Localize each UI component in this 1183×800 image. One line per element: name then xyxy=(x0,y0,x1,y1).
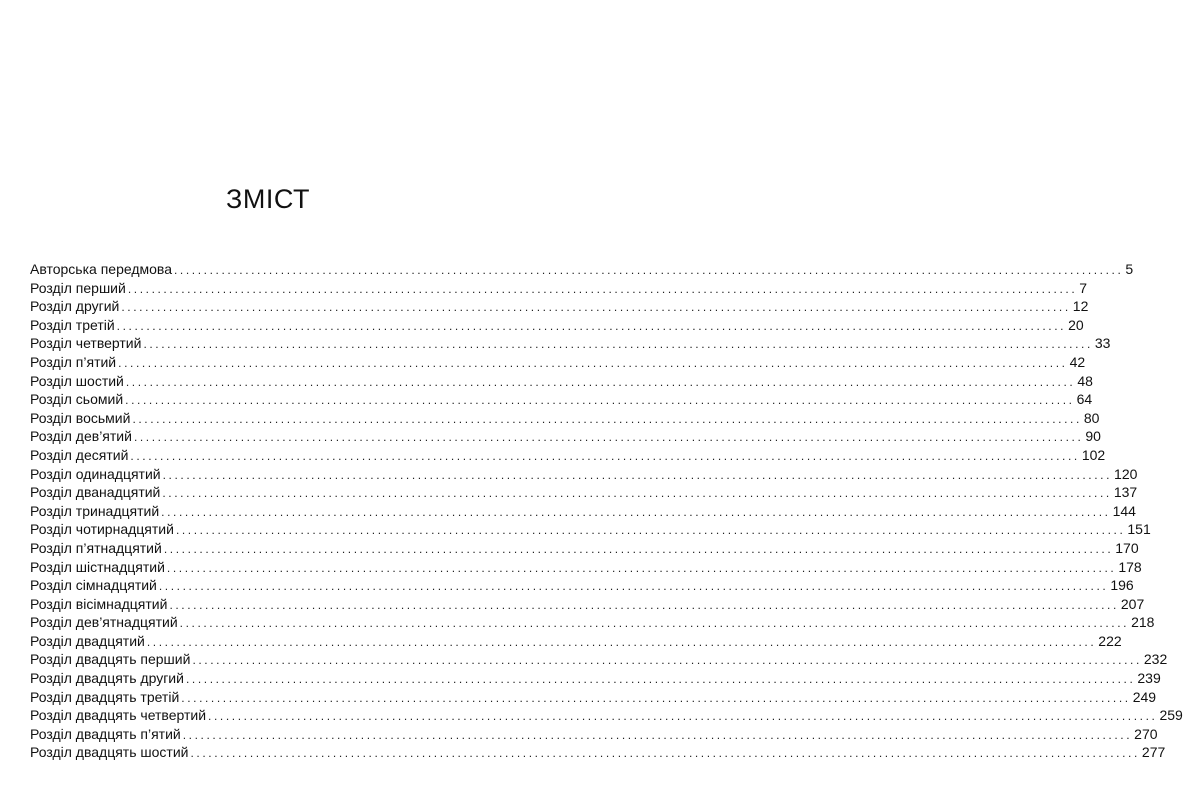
toc-entry-page-number: 80 xyxy=(1083,409,1100,426)
toc-entry-label: Розділ п’ятий xyxy=(30,353,117,370)
toc-entry-page-number: 259 xyxy=(1159,707,1183,724)
toc-entry xyxy=(30,260,1134,279)
toc-entry-page-number: 270 xyxy=(1134,725,1158,742)
table-of-contents xyxy=(30,260,1183,762)
toc-entry xyxy=(30,595,1145,614)
dot-leader: ................................................................................................................................................................ xyxy=(130,448,1080,463)
dot-leader: ................................................................................................................................................................ xyxy=(127,281,1078,296)
toc-entry-page-number: 239 xyxy=(1137,670,1161,687)
toc-entry xyxy=(30,372,1093,391)
toc-entry-label: Розділ восьмий xyxy=(30,409,131,426)
toc-entry-page-number: 42 xyxy=(1069,353,1086,370)
toc-entry xyxy=(30,539,1139,558)
dot-leader: ................................................................................................................................................................ xyxy=(133,430,1084,445)
dot-leader: ................................................................................................................................................................ xyxy=(173,263,1124,277)
toc-entry-label: Розділ шістнадцятий xyxy=(30,558,165,575)
toc-entry xyxy=(30,576,1134,595)
toc-entry xyxy=(30,409,1100,428)
toc-entry-label: Розділ третій xyxy=(30,316,115,333)
dot-leader: ................................................................................................................................................................ xyxy=(132,411,1082,426)
toc-entry-label: Розділ двадцять шостий xyxy=(30,744,189,761)
toc-entry xyxy=(30,706,1183,725)
toc-entry-page-number: 137 xyxy=(1113,484,1138,501)
toc-entry-page-number: 277 xyxy=(1141,744,1166,761)
dot-leader: ................................................................................................................................................................ xyxy=(169,597,1119,612)
dot-leader: ................................................................................................................................................................ xyxy=(143,337,1093,352)
toc-entry-label: Розділ двадцять п’ятий xyxy=(30,725,181,742)
toc-entry-page-number: 20 xyxy=(1068,316,1084,333)
dot-leader: ................................................................................................................................................................ xyxy=(181,690,1131,705)
toc-entry-label: Розділ сьомий xyxy=(30,391,124,408)
toc-entry-page-number: 151 xyxy=(1127,521,1151,538)
toc-entry xyxy=(30,353,1086,372)
dot-leader: ................................................................................................................................................................ xyxy=(192,653,1142,668)
dot-leader: ................................................................................................................................................................ xyxy=(208,709,1158,724)
toc-entry-page-number: 90 xyxy=(1085,428,1101,445)
toc-entry-label: Розділ двадцятий xyxy=(30,632,145,649)
toc-entry xyxy=(30,297,1089,316)
dot-leader: ................................................................................................................................................................ xyxy=(121,300,1071,315)
dot-leader: ................................................................................................................................................................ xyxy=(190,746,1140,761)
toc-entry-page-number: 48 xyxy=(1077,372,1093,389)
toc-entry-page-number: 222 xyxy=(1098,632,1122,649)
dot-leader: ................................................................................................................................................................ xyxy=(146,634,1097,649)
toc-entry-label: Розділ шостий xyxy=(30,372,124,389)
dot-leader: ................................................................................................................................................................ xyxy=(116,318,1067,333)
page-title: ЗМІСТ xyxy=(226,184,310,214)
dot-leader: ................................................................................................................................................................ xyxy=(175,523,1126,538)
dot-leader: ................................................................................................................................................................ xyxy=(182,727,1133,742)
toc-entry-label: Розділ двадцять другий xyxy=(30,670,184,687)
toc-entry-label: Розділ десятий xyxy=(30,446,129,463)
toc-entry-label: Розділ двадцять перший xyxy=(30,651,191,668)
toc-entry xyxy=(30,613,1155,632)
toc-entry-label: Розділ двадцять четвертий xyxy=(30,707,207,724)
toc-entry-label: Розділ сімнадцятий xyxy=(30,577,157,594)
toc-entry-label: Розділ перший xyxy=(30,279,126,296)
toc-entry-page-number: 7 xyxy=(1079,279,1088,296)
toc-entry-page-number: 207 xyxy=(1120,595,1145,612)
toc-entry-label: Розділ другий xyxy=(30,298,120,315)
toc-entry xyxy=(30,427,1101,446)
toc-entry-label: Розділ чотирнадцятий xyxy=(30,521,174,538)
toc-entry-page-number: 144 xyxy=(1112,502,1136,519)
dot-leader: ................................................................................................................................................................ xyxy=(185,672,1136,687)
dot-leader: ................................................................................................................................................................ xyxy=(162,486,1112,501)
toc-entry-label: Розділ одинадцятий xyxy=(30,465,161,482)
toc-entry-page-number: 12 xyxy=(1072,298,1089,315)
toc-entry-page-number: 170 xyxy=(1115,539,1139,556)
toc-entry-page-number: 120 xyxy=(1114,465,1138,482)
toc-entry xyxy=(30,446,1106,465)
toc-entry-label: Розділ вісімнадцятий xyxy=(30,595,168,612)
toc-entry xyxy=(30,465,1138,484)
dot-leader: ................................................................................................................................................................ xyxy=(125,393,1075,408)
toc-entry-label: Розділ дев’ятнадцятий xyxy=(30,614,178,631)
toc-entry-label: Розділ тринадцятий xyxy=(30,502,160,519)
dot-leader: ................................................................................................................................................................ xyxy=(118,355,1068,370)
toc-entry-page-number: 64 xyxy=(1076,391,1093,408)
toc-entry xyxy=(30,502,1136,521)
toc-entry-label: Авторська передмова xyxy=(30,261,172,277)
toc-entry xyxy=(30,725,1158,744)
toc-entry xyxy=(30,279,1088,298)
toc-entry-page-number: 232 xyxy=(1143,651,1168,668)
dot-leader: ................................................................................................................................................................ xyxy=(125,374,1076,389)
toc-entry-label: Розділ дев’ятий xyxy=(30,428,132,445)
toc-entry-page-number: 33 xyxy=(1094,335,1111,352)
toc-entry-label: Розділ четвертий xyxy=(30,335,142,352)
toc-entry xyxy=(30,483,1138,502)
dot-leader: ................................................................................................................................................................ xyxy=(163,541,1114,556)
toc-entry xyxy=(30,650,1168,669)
toc-entry-page-number: 5 xyxy=(1125,261,1134,277)
toc-entry xyxy=(30,558,1142,577)
toc-entry xyxy=(30,688,1157,707)
toc-entry-page-number: 102 xyxy=(1081,446,1106,463)
toc-entry xyxy=(30,390,1093,409)
toc-entry-page-number: 178 xyxy=(1118,558,1142,575)
toc-entry-label: Розділ двадцять третій xyxy=(30,688,180,705)
dot-leader: ................................................................................................................................................................ xyxy=(179,616,1130,631)
toc-entry xyxy=(30,334,1111,353)
toc-entry xyxy=(30,520,1151,539)
toc-entry-page-number: 218 xyxy=(1131,614,1155,631)
toc-entry-page-number: 249 xyxy=(1132,688,1157,705)
toc-entry-label: Розділ дванадцятий xyxy=(30,484,161,501)
dot-leader: ................................................................................................................................................................ xyxy=(158,579,1109,594)
toc-entry xyxy=(30,743,1166,762)
toc-entry-label: Розділ п’ятнадцятий xyxy=(30,539,162,556)
toc-entry xyxy=(30,669,1161,688)
toc-entry-page-number: 196 xyxy=(1110,577,1134,594)
dot-leader: ................................................................................................................................................................ xyxy=(166,560,1117,575)
dot-leader: ................................................................................................................................................................ xyxy=(161,504,1111,519)
dot-leader: ................................................................................................................................................................ xyxy=(162,467,1113,482)
toc-entry xyxy=(30,316,1084,335)
toc-entry xyxy=(30,632,1122,651)
